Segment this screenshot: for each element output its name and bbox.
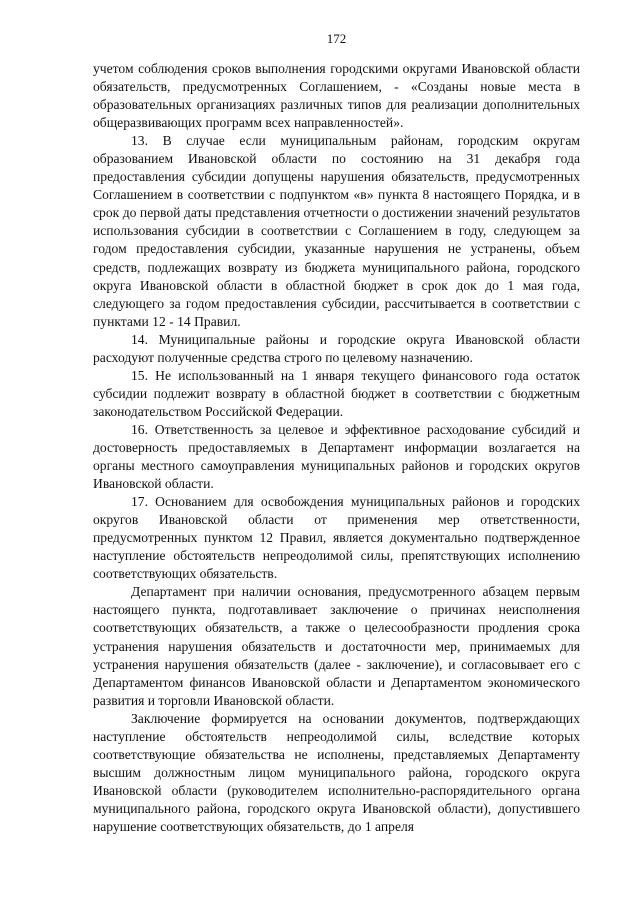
document-page [93, 30, 580, 836]
paragraph-13: 13. В случае если муниципальным районам, городским округам образованием Ивановской области по состоянию на 31 декабря года предоставления субсидии допущены нарушения обязательств, предусмотренных Соглашением в соответствии с подпунктом «в» пункта 8 настоящего Порядка, и в срок до первой даты представления отчетности о достижении значений результатов использования субсидии в соответствии с Соглашением в году, следующем за годом предоставления субсидии, указанные нарушения не устранены, объем средств, подлежащих возврату из бюджета муниципального района, городского округа Ивановской области в областной бюджет в срок док до 1 мая года, следующего за годом предоставления субсидии, рассчитывается в соответствии с пунктами 12 - 14 Правил. [93, 133, 580, 329]
paragraph-14: 14. Муниципальные районы и городские округа Ивановской области расходуют полученные средства строго по целевому назначению. [93, 331, 580, 365]
paragraph-17-conclusion: Заключение формируется на основании документов, подтверждающих наступление обстоятельств непреодолимой силы, вследствие которых соответствующие обязательства не исполнены, представляемых Департаменту высшим должностным лицом муниципального района, городского округа Ивановской области (руководителем исполнительно-распорядительного органа муниципального района, городского округа Ивановской области), допустившего нарушение соответствующих обязательств, до 1 апреля [93, 710, 580, 834]
paragraph-continuation: учетом соблюдения сроков выполнения городскими округами Ивановской области обязательств, предусмотренных Соглашением, - «Созданы новые места в образовательных организациях различных типов для реализации дополнительных общеразвивающих программ всех направленностей». [93, 61, 580, 131]
document-body [93, 60, 580, 836]
paragraph-16: 16. Ответственность за целевое и эффективное расходование субсидий и достоверность предоставляемых в Департамент информации возлагается на органы местного самоуправления муниципальных районов и городских округов Ивановской области. [93, 421, 580, 492]
paragraph-15: 15. Не использованный на 1 января текущего финансового года остаток субсидии подлежит возврату в областной бюджет в соответствии с бюджетным законодательством Российской Федерации. [93, 367, 580, 419]
paragraph-17-department: Департамент при наличии основания, предусмотренного абзацем первым настоящего пункта, подготавливает заключение о причинах неисполнения соответствующих обязательств, а также о целесообразности продления срока устранения нарушения обязательств и достаточности мер, принимаемых для устранения нарушения обязательств (далее - заключение), и согласовывает его с Департаментом финансов Ивановской области и Департаментом экономического развития и торговли Ивановской области. [93, 584, 580, 708]
page-number: 172 [326, 31, 347, 46]
paragraph-17: 17. Основанием для освобождения муниципальных районов и городских округов Ивановской области от применения мер ответственности, предусмотренных пунктом 12 Правил, является документально подтвержденное наступление обстоятельств непреодолимой силы, препятствующих исполнению соответствующих обязательств. [93, 494, 580, 582]
